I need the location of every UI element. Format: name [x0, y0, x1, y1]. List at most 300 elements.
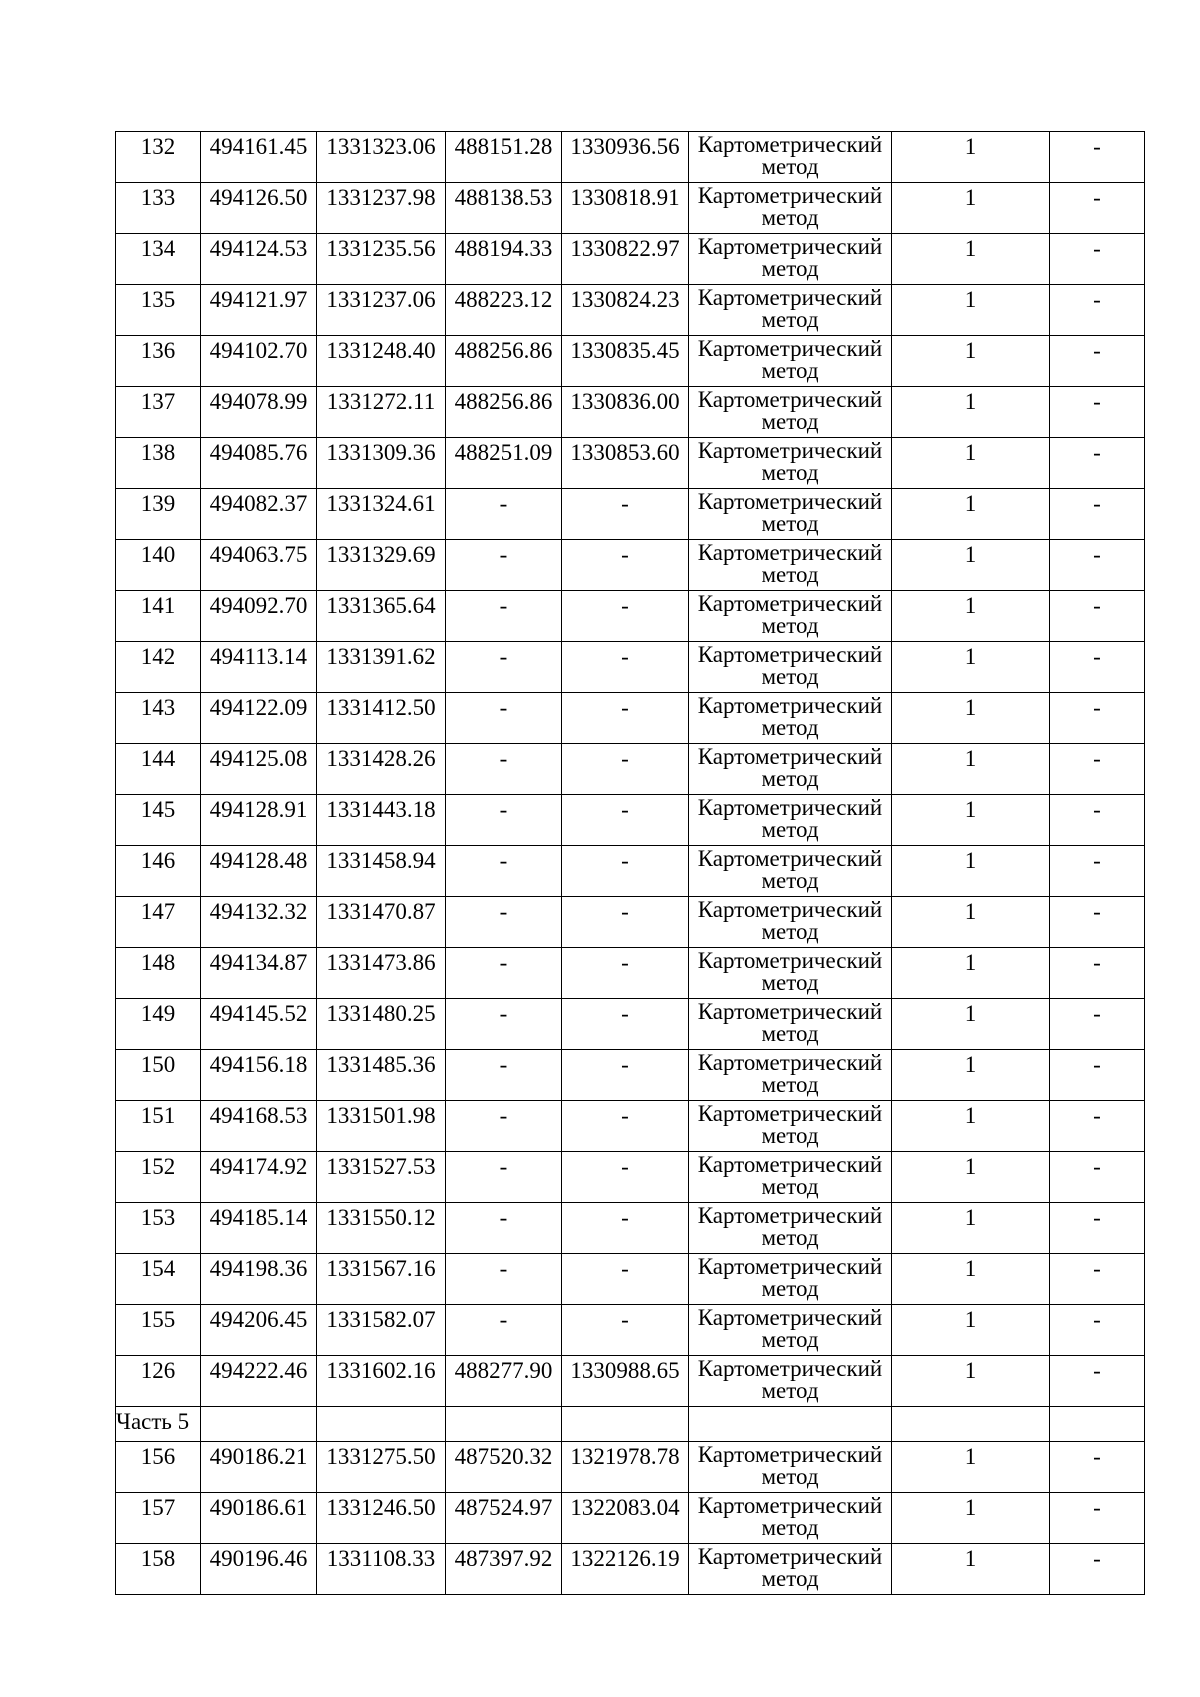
y-new-cell-text: 1331412.50	[326, 695, 436, 720]
y-new-cell	[317, 183, 446, 234]
y-new-cell	[317, 1152, 446, 1203]
method-line-1: Картометрический	[697, 1544, 883, 1569]
accuracy-cell	[892, 1356, 1050, 1407]
method-cell	[689, 234, 892, 285]
y-new-cell-text: 1331391.62	[326, 644, 436, 669]
y-new-cell-text: 1331309.36	[326, 440, 436, 465]
y-old-cell	[562, 234, 689, 285]
accuracy-cell	[892, 948, 1050, 999]
y-old-cell-text: -	[621, 746, 629, 771]
y-old-cell-text: -	[621, 1001, 629, 1026]
x-new-cell-text: 494092.70	[209, 593, 308, 618]
y-new-cell	[317, 591, 446, 642]
accuracy-cell	[892, 1050, 1050, 1101]
x-old-cell	[446, 1254, 562, 1305]
method-cell	[689, 1544, 892, 1595]
y-new-cell	[317, 948, 446, 999]
y-new-cell	[317, 642, 446, 693]
point-number-cell	[116, 1305, 201, 1356]
y-new-cell	[317, 1305, 446, 1356]
point-number-cell-text: 137	[140, 389, 176, 414]
accuracy-cell-text: 1	[964, 338, 977, 363]
method-cell	[689, 846, 892, 897]
method-line-2: метод	[761, 1515, 819, 1540]
description-cell-text: -	[1093, 1052, 1101, 1077]
x-new-cell	[201, 846, 317, 897]
point-number-cell	[116, 846, 201, 897]
table-row	[116, 693, 1145, 744]
y-new-cell	[317, 1050, 446, 1101]
method-cell	[689, 591, 892, 642]
method-line-1: Картометрический	[697, 234, 883, 259]
y-new-cell-text: 1331275.50	[326, 1444, 436, 1469]
y-new-cell-text: 1331235.56	[326, 236, 436, 261]
accuracy-cell-text: 1	[964, 1358, 977, 1383]
point-number-cell-text: 156	[140, 1444, 176, 1469]
description-cell	[1050, 336, 1145, 387]
point-number-cell-text: 154	[140, 1256, 176, 1281]
point-number-cell-text: 132	[140, 134, 176, 159]
x-new-cell	[201, 1101, 317, 1152]
description-cell-text: -	[1093, 1103, 1101, 1128]
point-number-cell-text: 153	[140, 1205, 176, 1230]
method-line-2: метод	[761, 1464, 819, 1489]
y-old-cell-text: 1321978.78	[570, 1444, 680, 1469]
method-line-2: метод	[761, 970, 819, 995]
description-cell	[1050, 1356, 1145, 1407]
accuracy-cell-text: 1	[964, 287, 977, 312]
x-old-cell-text: -	[499, 491, 508, 516]
x-new-cell	[201, 948, 317, 999]
y-new-cell-text: 1331480.25	[326, 1001, 436, 1026]
accuracy-cell-text: 1	[964, 1495, 977, 1520]
description-cell-text: -	[1093, 1546, 1101, 1571]
empty-cell	[1050, 1407, 1145, 1442]
point-number-cell	[116, 1493, 201, 1544]
table-row	[116, 234, 1145, 285]
method-cell	[689, 1493, 892, 1544]
empty-cell	[562, 1407, 689, 1442]
y-old-cell-text: -	[621, 797, 629, 822]
x-old-cell	[446, 183, 562, 234]
description-cell	[1050, 489, 1145, 540]
method-cell	[689, 897, 892, 948]
point-number-cell-text: 158	[140, 1546, 176, 1571]
x-new-cell	[201, 540, 317, 591]
accuracy-cell-text: 1	[964, 1154, 977, 1179]
description-cell-text: -	[1093, 1358, 1101, 1383]
description-cell-text: -	[1093, 593, 1101, 618]
y-old-cell	[562, 948, 689, 999]
y-old-cell-text: -	[621, 1307, 629, 1332]
point-number-cell-text: 145	[140, 797, 176, 822]
x-old-cell	[446, 285, 562, 336]
coordinates-table	[115, 131, 1145, 1595]
x-old-cell-text: 488256.86	[454, 338, 553, 363]
y-new-cell	[317, 795, 446, 846]
description-cell-text: -	[1093, 440, 1101, 465]
table-row	[116, 336, 1145, 387]
x-old-cell-text: 487397.92	[454, 1546, 553, 1571]
x-new-cell-text: 494145.52	[209, 1001, 308, 1026]
point-number-cell-text: 138	[140, 440, 176, 465]
x-old-cell	[446, 489, 562, 540]
table-row	[116, 642, 1145, 693]
x-old-cell-text: -	[499, 1052, 508, 1077]
accuracy-cell	[892, 744, 1050, 795]
y-old-cell-text: 1330822.97	[570, 236, 680, 261]
description-cell	[1050, 285, 1145, 336]
x-new-cell	[201, 642, 317, 693]
x-old-cell-text: -	[499, 1307, 508, 1332]
x-old-cell	[446, 795, 562, 846]
y-new-cell-text: 1331108.33	[326, 1546, 436, 1571]
method-line-1: Картометрический	[697, 795, 883, 820]
y-new-cell	[317, 1493, 446, 1544]
description-cell	[1050, 1305, 1145, 1356]
point-number-cell	[116, 540, 201, 591]
point-number-cell	[116, 795, 201, 846]
table-row	[116, 132, 1145, 183]
method-cell	[689, 1254, 892, 1305]
method-line-2: метод	[761, 511, 819, 536]
x-new-cell-text: 494126.50	[209, 185, 308, 210]
y-old-cell	[562, 489, 689, 540]
x-old-cell-text: -	[499, 593, 508, 618]
y-new-cell-text: 1331329.69	[326, 542, 436, 567]
description-cell-text: -	[1093, 287, 1101, 312]
point-number-cell	[116, 948, 201, 999]
point-number-cell-text: 142	[140, 644, 176, 669]
y-old-cell-text: 1330836.00	[570, 389, 680, 414]
x-old-cell	[446, 336, 562, 387]
x-old-cell-text: -	[499, 695, 508, 720]
accuracy-cell	[892, 234, 1050, 285]
table-row	[116, 1493, 1145, 1544]
x-new-cell	[201, 387, 317, 438]
method-cell	[689, 642, 892, 693]
table-row	[116, 948, 1145, 999]
x-old-cell	[446, 1544, 562, 1595]
y-new-cell	[317, 387, 446, 438]
x-new-cell-text: 494222.46	[209, 1358, 308, 1383]
y-new-cell	[317, 540, 446, 591]
accuracy-cell-text: 1	[964, 542, 977, 567]
point-number-cell	[116, 183, 201, 234]
method-line-1: Картометрический	[697, 642, 883, 667]
description-cell-text: -	[1093, 1495, 1101, 1520]
method-line-2: метод	[761, 766, 819, 791]
description-cell-text: -	[1093, 338, 1101, 363]
accuracy-cell	[892, 693, 1050, 744]
method-line-2: метод	[761, 154, 819, 179]
method-line-1: Картометрический	[697, 1356, 883, 1381]
y-old-cell-text: 1330824.23	[570, 287, 680, 312]
y-new-cell-text: 1331324.61	[326, 491, 436, 516]
point-number-cell-text: 136	[140, 338, 176, 363]
empty-cell	[446, 1407, 562, 1442]
point-number-cell-text: 151	[140, 1103, 176, 1128]
x-old-cell-text: -	[499, 542, 508, 567]
accuracy-cell	[892, 132, 1050, 183]
y-old-cell-text: 1330818.91	[570, 185, 680, 210]
empty-cell	[317, 1407, 446, 1442]
table-row	[116, 1356, 1145, 1407]
y-old-cell-text: 1330853.60	[570, 440, 680, 465]
method-cell	[689, 1356, 892, 1407]
x-new-cell	[201, 234, 317, 285]
method-cell	[689, 948, 892, 999]
method-cell	[689, 183, 892, 234]
y-new-cell	[317, 438, 446, 489]
x-new-cell-text: 494124.53	[209, 236, 308, 261]
method-line-1: Картометрический	[697, 438, 883, 463]
method-cell	[689, 132, 892, 183]
y-new-cell-text: 1331246.50	[326, 1495, 436, 1520]
x-old-cell	[446, 1442, 562, 1493]
method-line-2: метод	[761, 256, 819, 281]
y-old-cell	[562, 1152, 689, 1203]
y-new-cell	[317, 897, 446, 948]
description-cell	[1050, 387, 1145, 438]
point-number-cell-text: 140	[140, 542, 176, 567]
point-number-cell	[116, 744, 201, 795]
table-row	[116, 795, 1145, 846]
x-new-cell-text: 494102.70	[209, 338, 308, 363]
accuracy-cell-text: 1	[964, 236, 977, 261]
accuracy-cell	[892, 999, 1050, 1050]
description-cell	[1050, 1254, 1145, 1305]
y-old-cell-text: -	[621, 695, 629, 720]
x-old-cell-text: 488251.09	[454, 440, 553, 465]
description-cell-text: -	[1093, 1307, 1101, 1332]
y-old-cell	[562, 999, 689, 1050]
point-number-cell	[116, 489, 201, 540]
point-number-cell	[116, 1152, 201, 1203]
method-line-1: Картометрический	[697, 591, 883, 616]
point-number-cell-text: 146	[140, 848, 176, 873]
y-new-cell-text: 1331323.06	[326, 134, 436, 159]
y-old-cell-text: -	[621, 491, 629, 516]
x-new-cell-text: 494121.97	[209, 287, 308, 312]
method-line-1: Картометрический	[697, 846, 883, 871]
description-cell	[1050, 642, 1145, 693]
point-number-cell	[116, 1254, 201, 1305]
description-cell-text: -	[1093, 389, 1101, 414]
description-cell	[1050, 693, 1145, 744]
y-new-cell-text: 1331443.18	[326, 797, 436, 822]
y-old-cell-text: 1322126.19	[570, 1546, 680, 1571]
accuracy-cell	[892, 1544, 1050, 1595]
method-line-2: метод	[761, 562, 819, 587]
method-line-1: Картометрический	[697, 999, 883, 1024]
x-old-cell-text: 488138.53	[454, 185, 553, 210]
x-new-cell	[201, 1442, 317, 1493]
x-old-cell-text: -	[499, 1256, 508, 1281]
description-cell	[1050, 1493, 1145, 1544]
y-new-cell	[317, 1101, 446, 1152]
y-old-cell	[562, 846, 689, 897]
x-new-cell-text: 494128.91	[209, 797, 308, 822]
y-old-cell-text: 1322083.04	[570, 1495, 680, 1520]
method-line-2: метод	[761, 1276, 819, 1301]
x-new-cell	[201, 183, 317, 234]
x-old-cell	[446, 1356, 562, 1407]
method-line-1: Картометрический	[697, 897, 883, 922]
point-number-cell-text: 155	[140, 1307, 176, 1332]
x-old-cell-text: -	[499, 797, 508, 822]
point-number-cell-text: 147	[140, 899, 176, 924]
accuracy-cell-text: 1	[964, 746, 977, 771]
accuracy-cell	[892, 1493, 1050, 1544]
y-new-cell	[317, 132, 446, 183]
method-line-1: Картометрический	[697, 540, 883, 565]
y-old-cell	[562, 438, 689, 489]
description-cell-text: -	[1093, 1001, 1101, 1026]
x-new-cell	[201, 1203, 317, 1254]
y-old-cell-text: -	[621, 899, 629, 924]
description-cell-text: -	[1093, 797, 1101, 822]
method-line-1: Картометрический	[697, 1050, 883, 1075]
table-row	[116, 591, 1145, 642]
y-new-cell-text: 1331473.86	[326, 950, 436, 975]
y-new-cell-text: 1331582.07	[326, 1307, 436, 1332]
point-number-cell	[116, 132, 201, 183]
accuracy-cell-text: 1	[964, 899, 977, 924]
method-line-1: Картометрический	[697, 948, 883, 973]
section-row	[116, 1407, 1145, 1442]
description-cell	[1050, 540, 1145, 591]
description-cell-text: -	[1093, 848, 1101, 873]
x-new-cell	[201, 132, 317, 183]
y-old-cell	[562, 183, 689, 234]
method-line-2: метод	[761, 1072, 819, 1097]
description-cell-text: -	[1093, 491, 1101, 516]
x-old-cell	[446, 1050, 562, 1101]
y-old-cell	[562, 1493, 689, 1544]
y-new-cell	[317, 234, 446, 285]
y-old-cell	[562, 1356, 689, 1407]
y-new-cell	[317, 846, 446, 897]
method-line-2: метод	[761, 664, 819, 689]
point-number-cell-text: 148	[140, 950, 176, 975]
description-cell-text: -	[1093, 644, 1101, 669]
x-new-cell-text: 494063.75	[209, 542, 308, 567]
y-new-cell-text: 1331428.26	[326, 746, 436, 771]
x-old-cell	[446, 132, 562, 183]
y-old-cell-text: -	[621, 593, 629, 618]
table-row	[116, 1101, 1145, 1152]
empty-cell	[689, 1407, 892, 1442]
accuracy-cell	[892, 489, 1050, 540]
description-cell	[1050, 846, 1145, 897]
table-row	[116, 846, 1145, 897]
x-old-cell	[446, 1203, 562, 1254]
x-old-cell-text: 487524.97	[454, 1495, 553, 1520]
point-number-cell	[116, 999, 201, 1050]
x-new-cell-text: 494125.08	[209, 746, 308, 771]
x-new-cell	[201, 591, 317, 642]
y-new-cell-text: 1331602.16	[326, 1358, 436, 1383]
x-new-cell-text: 490186.61	[209, 1495, 308, 1520]
x-new-cell-text: 494174.92	[209, 1154, 308, 1179]
x-old-cell-text: 488223.12	[454, 287, 553, 312]
x-old-cell-text: 488194.33	[454, 236, 553, 261]
method-line-1: Картометрический	[697, 1442, 883, 1467]
method-line-2: метод	[761, 1378, 819, 1403]
x-new-cell-text: 494185.14	[209, 1205, 308, 1230]
point-number-cell-text: 141	[140, 593, 176, 618]
accuracy-cell-text: 1	[964, 950, 977, 975]
point-number-cell	[116, 1442, 201, 1493]
method-line-2: метод	[761, 205, 819, 230]
y-old-cell	[562, 642, 689, 693]
method-cell	[689, 693, 892, 744]
x-new-cell-text: 494161.45	[209, 134, 308, 159]
table-row	[116, 1442, 1145, 1493]
accuracy-cell-text: 1	[964, 1205, 977, 1230]
y-old-cell	[562, 897, 689, 948]
x-new-cell	[201, 489, 317, 540]
description-cell	[1050, 744, 1145, 795]
x-new-cell-text: 494198.36	[209, 1256, 308, 1281]
description-cell	[1050, 132, 1145, 183]
point-number-cell	[116, 438, 201, 489]
method-line-1: Картометрический	[697, 336, 883, 361]
method-cell	[689, 1050, 892, 1101]
y-old-cell-text: 1330988.65	[570, 1358, 680, 1383]
accuracy-cell	[892, 1442, 1050, 1493]
point-number-cell	[116, 897, 201, 948]
x-new-cell-text: 494156.18	[209, 1052, 308, 1077]
x-old-cell	[446, 693, 562, 744]
y-new-cell	[317, 693, 446, 744]
method-line-2: метод	[761, 817, 819, 842]
section-label-cell	[116, 1407, 201, 1442]
table-row	[116, 1050, 1145, 1101]
x-new-cell-text: 494122.09	[209, 695, 308, 720]
accuracy-cell-text: 1	[964, 1001, 977, 1026]
point-number-cell	[116, 234, 201, 285]
y-new-cell	[317, 1442, 446, 1493]
point-number-cell-text: 139	[140, 491, 176, 516]
method-line-2: метод	[761, 919, 819, 944]
x-old-cell-text: -	[499, 1154, 508, 1179]
x-new-cell	[201, 1152, 317, 1203]
x-new-cell	[201, 897, 317, 948]
y-new-cell-text: 1331550.12	[326, 1205, 436, 1230]
x-new-cell	[201, 1254, 317, 1305]
y-old-cell	[562, 1254, 689, 1305]
y-new-cell-text: 1331567.16	[326, 1256, 436, 1281]
x-new-cell-text: 494206.45	[209, 1307, 308, 1332]
table-row	[116, 1305, 1145, 1356]
x-old-cell-text: -	[499, 899, 508, 924]
description-cell	[1050, 1101, 1145, 1152]
table-row	[116, 1254, 1145, 1305]
y-new-cell-text: 1331237.98	[326, 185, 436, 210]
accuracy-cell-text: 1	[964, 134, 977, 159]
x-old-cell	[446, 540, 562, 591]
description-cell-text: -	[1093, 1256, 1101, 1281]
method-cell	[689, 540, 892, 591]
description-cell	[1050, 999, 1145, 1050]
accuracy-cell-text: 1	[964, 1444, 977, 1469]
method-cell	[689, 438, 892, 489]
method-cell	[689, 336, 892, 387]
accuracy-cell	[892, 1203, 1050, 1254]
accuracy-cell	[892, 1254, 1050, 1305]
